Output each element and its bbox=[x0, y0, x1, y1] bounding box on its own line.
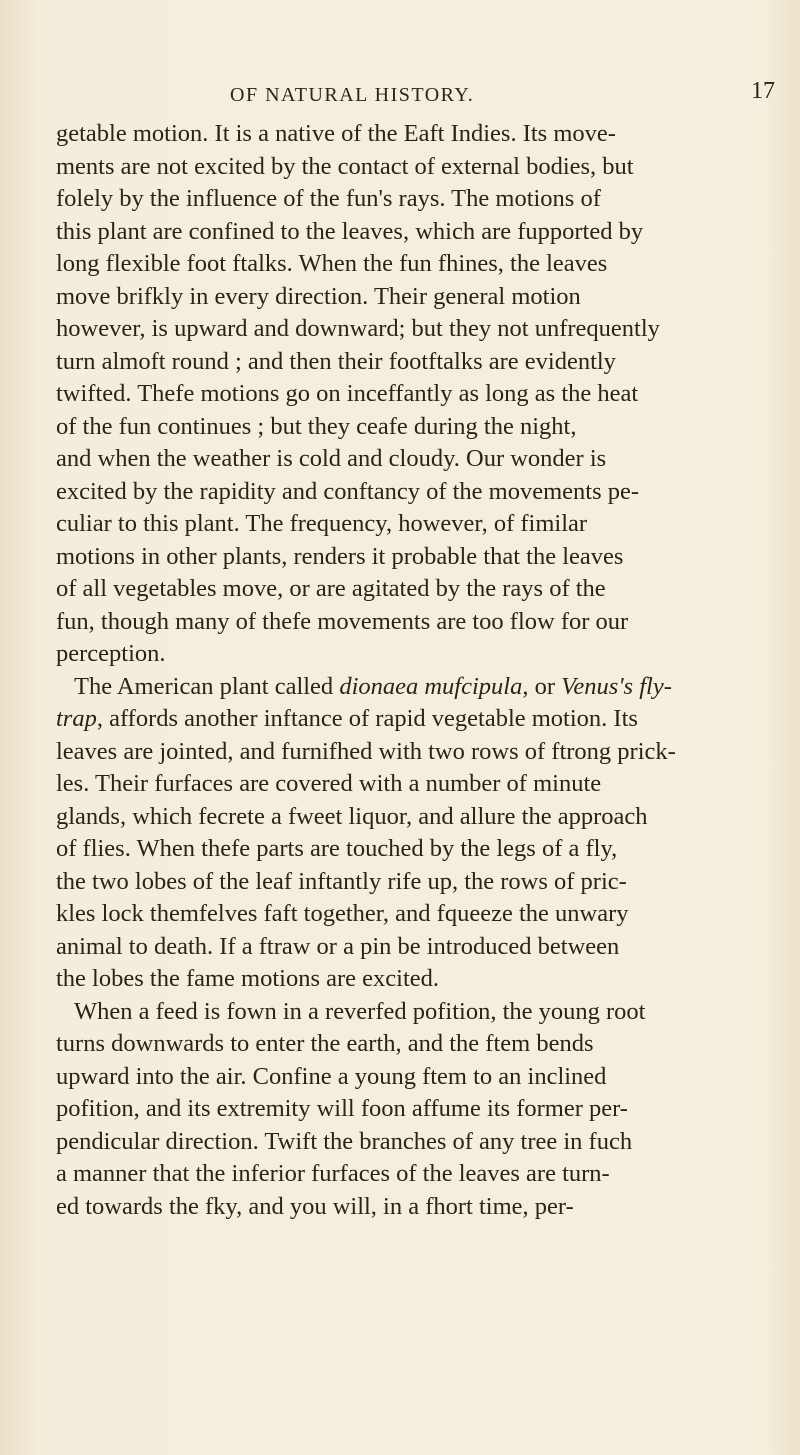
text-line: long flexible foot ftalks. When the fun fhines, the leaves bbox=[56, 250, 608, 277]
text-line: ed towards the fky, and you will, in a fhort time, per- bbox=[56, 1192, 574, 1220]
flytrap-lead: The American plant called bbox=[74, 672, 340, 700]
text-line: twifted. Thefe motions go on inceffantly as long as the heat bbox=[56, 380, 639, 407]
common-name: Venus's fly- bbox=[561, 672, 672, 700]
text-line: les. Their furfaces are covered with a number of minute bbox=[56, 770, 602, 797]
text-line: and when the weather is cold and cloudy. Our wonder is bbox=[56, 445, 607, 472]
text-line: the lobes the fame motions are excited. bbox=[56, 965, 440, 992]
text-line: getable motion. It is a native of the Eaft Indies. Its move- bbox=[56, 120, 616, 147]
flytrap-line bbox=[56, 671, 796, 704]
flytrap-joiner: , or bbox=[522, 672, 562, 700]
text-line: however, is upward and downward; but they not unfrequently bbox=[56, 315, 660, 342]
running-title: OF NATURAL HISTORY. bbox=[230, 84, 475, 106]
text-line: When a feed is fown in a reverfed pofition, the young root bbox=[74, 997, 646, 1025]
text-line: this plant are confined to the leaves, which are fupported by bbox=[56, 217, 644, 245]
text-line: of flies. When thefe parts are touched by the legs of a fly, bbox=[56, 835, 618, 862]
text-line: upward into the air. Confine a young ftem to an inclined bbox=[56, 1062, 607, 1090]
flytrap-line-2 bbox=[56, 703, 796, 736]
text-line: kles lock themfelves faft together, and fqueeze the unwary bbox=[56, 900, 629, 927]
text-line: turn almoft round ; and then their footftalks are evidently bbox=[56, 347, 616, 375]
text-line: pendicular direction. Twift the branches of any tree in fuch bbox=[56, 1127, 633, 1155]
text-line: culiar to this plant. The frequency, however, of fimilar bbox=[56, 510, 588, 537]
text-line: turns downwards to enter the earth, and the ftem bends bbox=[56, 1030, 594, 1057]
text-line: move brifkly in every direction. Their general motion bbox=[56, 282, 581, 310]
text-line: pofition, and its extremity will foon affume its former per- bbox=[56, 1095, 628, 1122]
text-line: of the fun continues ; but they ceafe during the night, bbox=[56, 412, 577, 440]
text-line: of all vegetables move, or are agitated by the rays of the bbox=[56, 575, 606, 602]
text-line: folely by the influence of the fun's rays. The motions of bbox=[56, 185, 601, 212]
text-line: motions in other plants, renders it probable that the leaves bbox=[56, 542, 624, 570]
text-line: perception. bbox=[56, 640, 166, 667]
text-line: excited by the rapidity and conftancy of the movements pe- bbox=[56, 477, 640, 505]
text-line: a manner that the inferior furfaces of the leaves are turn- bbox=[56, 1160, 610, 1187]
flytrap-tail: , affords another inftance of rapid vegetable motion. Its bbox=[96, 705, 638, 732]
page-number: 17 bbox=[751, 78, 775, 104]
text-line: animal to death. If a ftraw or a pin be introduced between bbox=[56, 932, 620, 960]
text-line: leaves are jointed, and furnifhed with two rows of ftrong prick- bbox=[56, 737, 676, 765]
text-line: ments are not excited by the contact of external bodies, but bbox=[56, 152, 634, 180]
text-line: fun, though many of thefe movements are too flow for our bbox=[56, 607, 629, 635]
body-text bbox=[56, 118, 796, 1223]
text-line: the two lobes of the leaf inftantly rife up, the rows of pric- bbox=[56, 867, 627, 895]
common-name-end: trap bbox=[56, 705, 97, 732]
text-line: glands, which fecrete a fweet liquor, and allure the approach bbox=[56, 802, 648, 830]
latin-name: dionaea mufcipula bbox=[339, 672, 523, 700]
